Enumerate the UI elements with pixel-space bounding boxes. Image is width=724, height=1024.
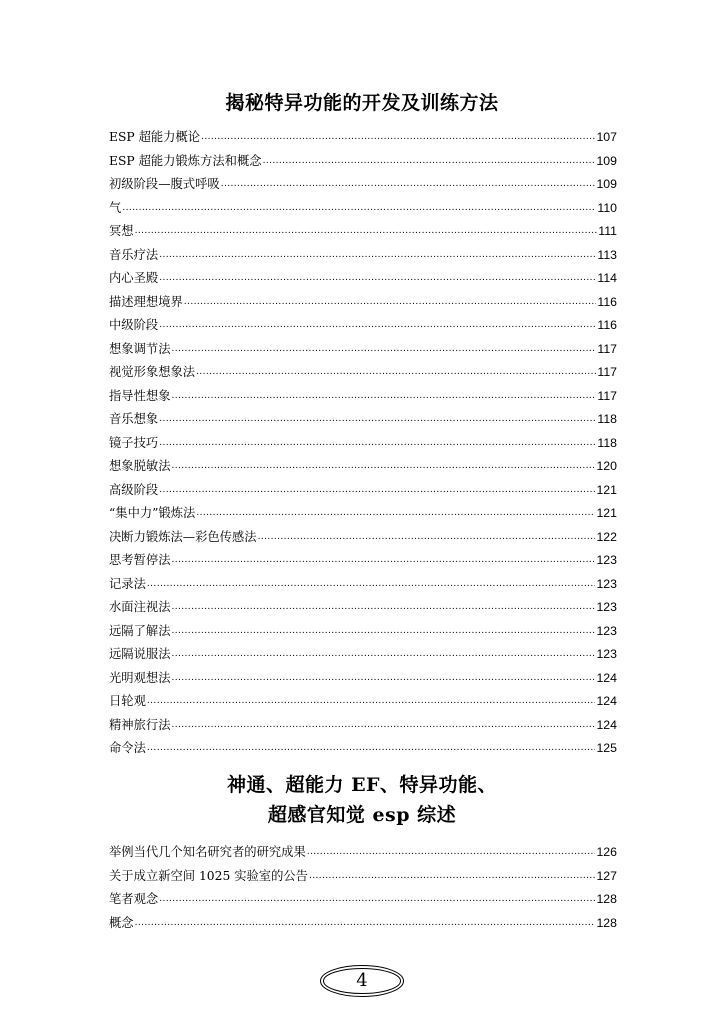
toc-entry-page: 111 [598, 224, 617, 238]
table-of-contents [109, 842, 617, 936]
toc-dot-leader [307, 844, 596, 856]
toc-dot-leader [184, 293, 597, 305]
toc-entry-page: 118 [597, 435, 617, 450]
toc-entry[interactable] [109, 691, 617, 715]
page-number-badge [319, 964, 405, 998]
toc-dot-leader [172, 646, 596, 658]
toc-entry-page: 120 [596, 459, 617, 473]
toc-entry-label: 远隔了解法 [109, 623, 171, 638]
toc-entry-label: 命令法 [109, 741, 146, 755]
toc-dot-leader [147, 740, 596, 752]
toc-dot-leader [172, 669, 596, 681]
toc-entry-page: 117 [597, 341, 617, 356]
toc-entry[interactable] [109, 339, 617, 363]
page-number: 4 [356, 970, 368, 991]
toc-dot-leader [172, 387, 597, 399]
toc-entry-label: 描述理想境界 [109, 294, 183, 309]
toc-entry-page: 121 [596, 482, 617, 497]
toc-entry[interactable] [109, 913, 617, 937]
toc-entry-label: 远隔说服法 [109, 647, 171, 661]
toc-dot-leader [159, 891, 595, 903]
toc-dot-leader [159, 246, 596, 258]
toc-entry[interactable] [109, 198, 617, 222]
toc-entry-label: 日轮观 [109, 694, 146, 708]
toc-entry-label: 光明观想法 [109, 670, 171, 685]
toc-entry[interactable] [109, 889, 617, 913]
toc-dot-leader [263, 152, 596, 164]
toc-entry-page: 109 [596, 153, 617, 168]
toc-entry[interactable] [109, 715, 617, 739]
toc-entry[interactable] [109, 866, 617, 890]
toc-entry-label: 概念 [109, 915, 134, 930]
toc-entry-page: 123 [596, 623, 617, 638]
section-title-line: 揭秘特异功能的开发及训练方法 [225, 92, 499, 114]
toc-entry-label: 内心圣殿 [109, 271, 159, 285]
toc-dot-leader [159, 411, 596, 423]
section-title-line: 神通、超能力 EF、特异功能、 [226, 774, 498, 796]
toc-entry-label: 水面注视法 [109, 600, 171, 614]
toc-entry[interactable] [109, 315, 617, 339]
toc-dot-leader [172, 552, 596, 564]
toc-entry[interactable] [109, 433, 617, 457]
toc-entry-label: “集中力”锻炼法 [109, 506, 196, 520]
toc-entry-label: 中级阶段 [109, 318, 159, 332]
toc-dot-leader [221, 176, 596, 188]
toc-dot-leader [172, 716, 596, 728]
toc-entry-page: 124 [596, 670, 617, 685]
toc-entry-page: 113 [597, 247, 617, 262]
toc-entry-label: 笔者观念 [109, 892, 159, 906]
toc-entry[interactable] [109, 151, 617, 175]
toc-entry-page: 128 [596, 915, 617, 930]
toc-entry[interactable] [109, 409, 617, 433]
toc-entry-label: 初级阶段—腹式呼吸 [109, 177, 220, 191]
toc-entry[interactable] [109, 597, 617, 621]
toc-entry[interactable] [109, 842, 617, 866]
toc-entry-page: 121 [596, 506, 617, 520]
toc-entry-page: 127 [596, 868, 617, 883]
toc-entry-page: 114 [597, 271, 617, 285]
toc-entry-label: 气 [109, 200, 122, 215]
toc-entry[interactable] [109, 527, 617, 551]
toc-dot-leader [258, 528, 596, 540]
toc-entry-label: 高级阶段 [109, 482, 159, 497]
toc-entry-page: 123 [596, 600, 617, 614]
toc-entry-page: 124 [596, 694, 617, 708]
toc-entry-label: 冥想 [109, 224, 134, 238]
toc-dot-leader [147, 693, 596, 705]
toc-entry-page: 124 [596, 717, 617, 732]
table-of-contents [109, 127, 617, 762]
toc-entry-page: 123 [596, 647, 617, 661]
toc-dot-leader [159, 317, 596, 329]
toc-entry[interactable] [109, 174, 617, 198]
toc-entry-page: 128 [596, 892, 617, 906]
toc-entry-page: 123 [596, 576, 617, 591]
toc-dot-leader [309, 867, 595, 879]
toc-dot-leader [159, 270, 596, 282]
toc-entry-label: 指导性想象 [109, 388, 171, 403]
toc-entry-label: ESP 超能力锻炼方法和概念 [109, 153, 262, 168]
toc-entry-label: 想象脱敏法 [109, 459, 171, 473]
toc-entry[interactable] [109, 621, 617, 645]
toc-entry[interactable] [109, 245, 617, 269]
toc-dot-leader [172, 599, 596, 611]
toc-entry-page: 117 [597, 388, 617, 403]
toc-entry-page: 125 [596, 741, 617, 755]
toc-entry[interactable] [109, 550, 617, 574]
toc-entry-page: 117 [597, 365, 617, 379]
toc-entry-page: 126 [596, 845, 617, 859]
toc-entry-label: 思考暂停法 [109, 553, 171, 567]
toc-entry-page: 122 [596, 529, 617, 544]
toc-dot-leader [159, 434, 596, 446]
toc-entry-label: 视觉形象想象法 [109, 365, 196, 379]
toc-entry-page: 109 [596, 177, 617, 191]
toc-entry-label: 镜子技巧 [109, 435, 159, 450]
toc-entry[interactable] [109, 386, 617, 410]
toc-entry[interactable] [109, 127, 617, 151]
toc-dot-leader [122, 199, 596, 211]
toc-entry-label: 音乐想象 [109, 412, 159, 426]
toc-entry[interactable] [109, 480, 617, 504]
toc-dot-leader [159, 481, 595, 493]
section-title [0, 88, 724, 115]
toc-entry[interactable] [109, 362, 617, 386]
toc-entry-label: 音乐疗法 [109, 247, 159, 262]
toc-entry-label: 记录法 [109, 576, 146, 591]
toc-entry-label: 举例当代几个知名研究者的研究成果 [109, 845, 306, 859]
toc-entry-label: ESP 超能力概论 [109, 130, 201, 144]
toc-entry[interactable] [109, 738, 617, 762]
toc-entry-label: 决断力锻炼法—彩色传感法 [109, 529, 257, 544]
toc-entry-page: 107 [596, 130, 617, 144]
toc-entry[interactable] [109, 456, 617, 480]
section-title [0, 770, 724, 830]
toc-entry-page: 116 [597, 318, 617, 332]
toc-dot-leader [201, 129, 595, 141]
section-title-line: 超感官知觉 esp 综述 [267, 804, 457, 826]
toc-dot-leader [135, 914, 596, 926]
toc-entry[interactable] [109, 644, 617, 668]
toc-entry[interactable] [109, 221, 617, 245]
toc-entry-page: 118 [597, 412, 617, 426]
toc-dot-leader [147, 575, 596, 587]
toc-entry-label: 关于成立新空间 1025 实验室的公告 [109, 868, 308, 883]
toc-entry-page: 123 [596, 553, 617, 567]
toc-entry[interactable] [109, 292, 617, 316]
toc-dot-leader [196, 364, 596, 376]
toc-entry[interactable] [109, 668, 617, 692]
toc-dot-leader [196, 505, 595, 517]
toc-entry-page: 110 [597, 200, 617, 215]
toc-dot-leader [172, 340, 597, 352]
toc-entry[interactable] [109, 503, 617, 527]
toc-dot-leader [135, 223, 598, 235]
toc-entry[interactable] [109, 268, 617, 292]
toc-dot-leader [172, 458, 596, 470]
toc-dot-leader [172, 622, 596, 634]
toc-entry-page: 116 [597, 294, 617, 309]
toc-entry-label: 想象调节法 [109, 341, 171, 356]
toc-entry-label: 精神旅行法 [109, 717, 171, 732]
toc-entry[interactable] [109, 574, 617, 598]
